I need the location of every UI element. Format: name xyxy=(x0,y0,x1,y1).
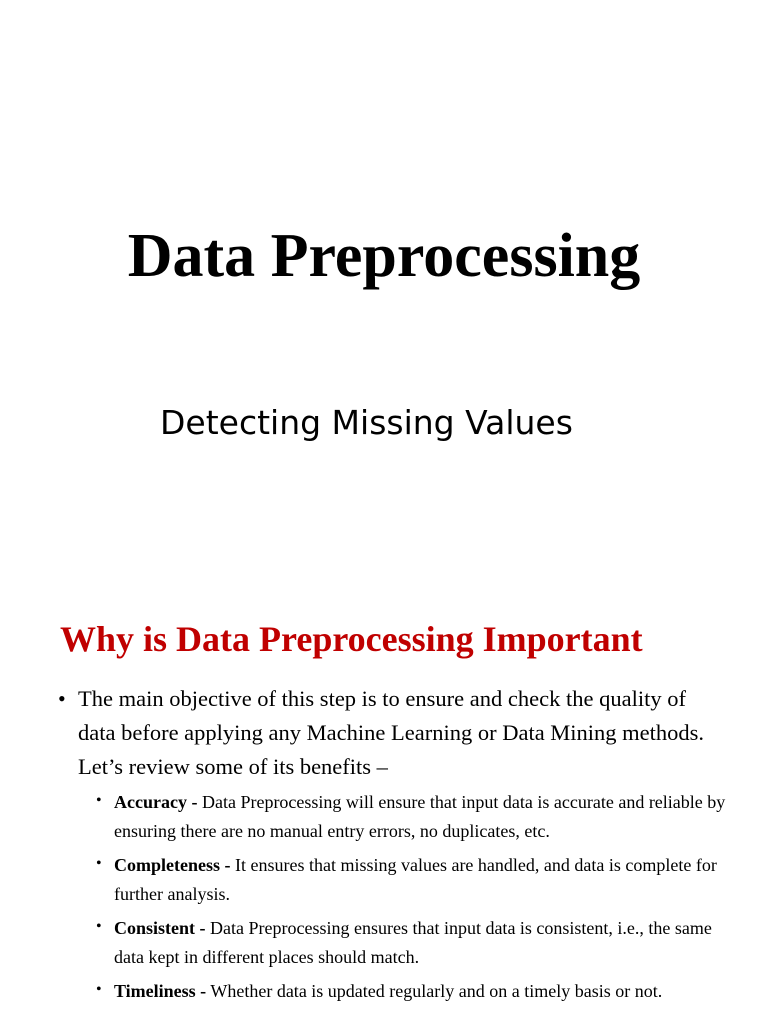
intro-text: The main objective of this step is to ensure and check the quality of data before applying any Machine Learning or Data Mining methods. Let’s review some of its benefits – xyxy=(78,686,705,779)
bullet-dot: • xyxy=(96,855,102,872)
benefit-item-timeliness xyxy=(96,977,734,1006)
section-heading: Why is Data Preprocessing Important xyxy=(60,619,643,659)
benefit-term: Consistent - xyxy=(114,918,206,938)
benefit-term: Completeness - xyxy=(114,855,231,875)
benefits-list xyxy=(96,788,734,1011)
slide-title: Data Preprocessing xyxy=(127,222,641,290)
benefit-text: Data Preprocessing will ensure that input data is accurate and reliable by ensuring there are no manual entry errors, no duplicates, etc. xyxy=(114,792,726,841)
benefit-text: It ensures that missing values are handled, and data is complete for further analysis. xyxy=(114,855,717,904)
benefit-text: Data Preprocessing ensures that input data is consistent, i.e., the same data kept in different places should match. xyxy=(114,918,712,967)
content-slide xyxy=(0,580,768,1024)
benefit-term: Accuracy - xyxy=(114,792,198,812)
intro-paragraph xyxy=(58,682,728,784)
benefit-item-accuracy xyxy=(96,788,734,846)
benefit-item-completeness xyxy=(96,851,734,909)
bullet-dot: • xyxy=(96,792,102,809)
slide-subtitle: Detecting Missing Values xyxy=(160,403,573,442)
bullet-dot: • xyxy=(96,981,102,998)
benefit-term: Timeliness - xyxy=(114,981,207,1001)
benefit-text: Whether data is updated regularly and on a timely basis or not. xyxy=(210,981,663,1001)
bullet-dot: • xyxy=(58,686,66,711)
bullet-dot: • xyxy=(96,918,102,935)
benefit-item-consistent xyxy=(96,914,734,972)
